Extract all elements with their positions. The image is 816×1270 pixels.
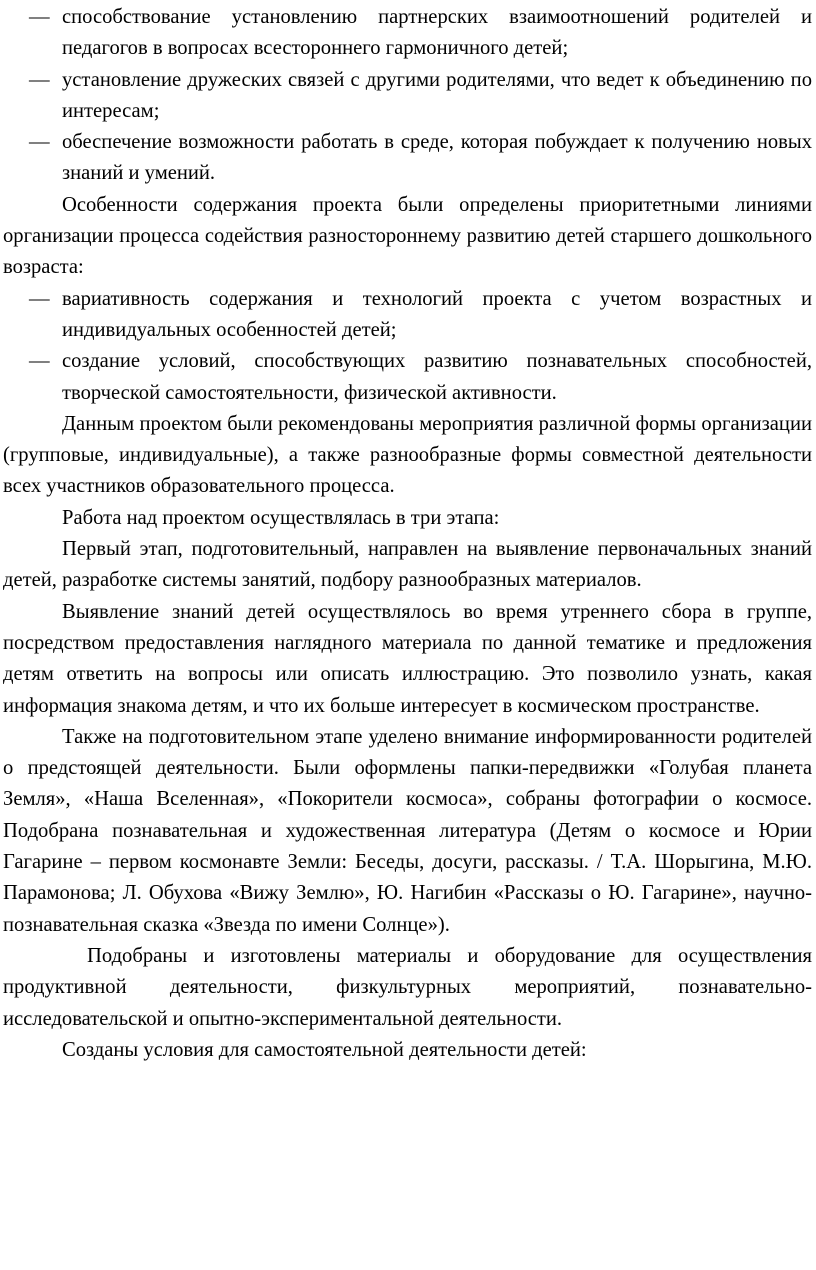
list-item <box>3 2 812 65</box>
list-item-text: вариативность содержания и технологий проекта с учетом возрастных и индивидуальных особенностей детей; <box>62 287 812 341</box>
list-item-text: обеспечение возможности работать в среде, которая побуждает к получению новых знаний и умений. <box>62 131 812 185</box>
bullet-dash: — <box>29 6 50 28</box>
paragraph-conditions: Созданы условия для самостоятельной деятельности детей: <box>62 1038 587 1061</box>
list-item <box>3 127 812 190</box>
list-item-text: создание условий, способствующих развитию познавательных способностей, творческой самостоятельности, физической активности. <box>62 350 812 404</box>
list-item <box>3 346 812 409</box>
paragraph-materials: Подобраны и изготовлены материалы и оборудование для осуществления продуктивной деятельности, физкультурных мероприятий, познавательно-исследовательской и опытно-экспериментальной деятельности. <box>3 944 812 1030</box>
paragraph-parents: Также на подготовительном этапе уделено внимание информированности родителей о предстоящей деятельности. Были оформлены папки-передвижки «Голубая планета Земля», «Наша Вселенная», «Покорители космоса», собраны фотографии о космосе. Подобрана познавательная и художественная литература (Детям о космосе и Юрии Гагарине – первом космонавте Земли: Беседы, досуги, рассказы. / Т.А. Шорыгина, М.Ю. Парамонова; Л. Обухова «Вижу Землю», Ю. Нагибин «Рассказы о Ю. Гагарине», научно-познавательная сказка «Звезда по имени Солнце»). <box>3 725 812 936</box>
list-item <box>3 65 812 128</box>
paragraph-first-stage: Первый этап, подготовительный, направлен на выявление первоначальных знаний детей, разработке системы занятий, подбору разнообразных материалов. <box>3 538 812 592</box>
paragraph-knowledge: Выявление знаний детей осуществлялось во время утреннего сбора в группе, посредством предоставления наглядного материала по данной тематике и предложения детям ответить на вопросы или описать иллюстрацию. Это позволило узнать, какая информация знакома детям, и что их больше интересует в космическом пространстве. <box>3 600 812 717</box>
list-item-text: способствование установлению партнерских взаимоотношений родителей и педагогов в вопросах всестороннего гармоничного детей; <box>62 6 812 60</box>
paragraph-features: Особенности содержания проекта были определены приоритетными линиями организации процесса содействия разностороннему развитию детей старшего дошкольного возраста: <box>3 193 812 279</box>
bullet-dash: — <box>29 131 50 154</box>
bullet-dash: — <box>29 68 50 91</box>
bullet-dash: — <box>29 287 50 310</box>
paragraph-stages: Работа над проектом осуществлялась в три этапа: <box>62 506 500 529</box>
list-item <box>3 284 812 347</box>
list-item-text: установление дружеских связей с другими родителями, что ведет к объединению по интересам; <box>62 68 812 122</box>
bullet-dash: — <box>29 350 50 373</box>
paragraph-recommended: Данным проектом были рекомендованы мероприятия различной формы организации (групповые, индивидуальные), а также разнообразные формы совместной деятельности всех участников образовательного процесса. <box>3 412 812 498</box>
